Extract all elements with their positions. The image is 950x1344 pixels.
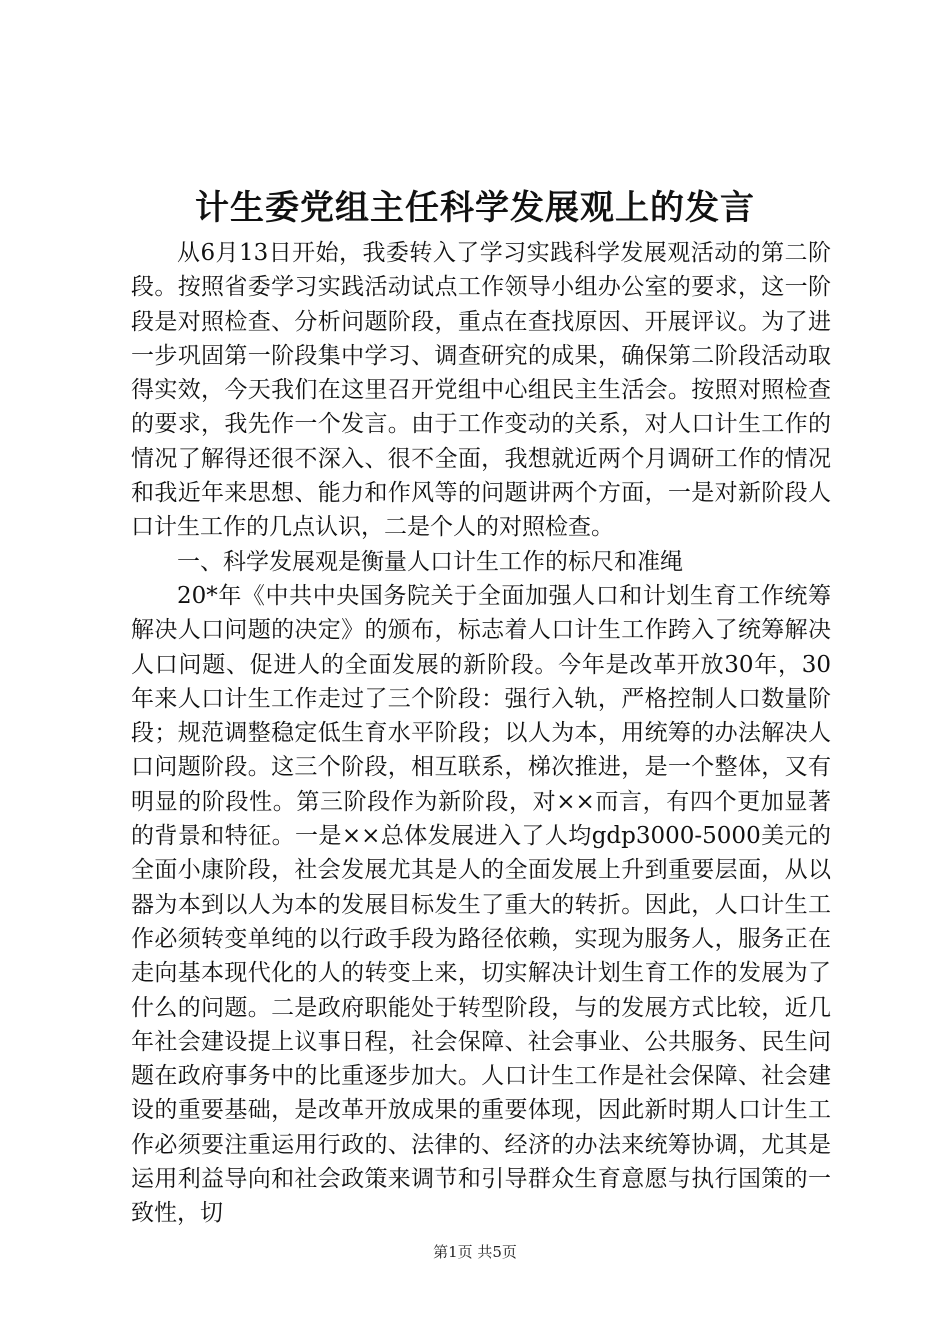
section-heading: 一、科学发展观是衡量人口计生工作的标尺和准绳	[177, 548, 683, 575]
page-footer: 第1页 共5页	[433, 1243, 517, 1261]
document-body	[131, 236, 831, 1231]
paragraph-section-one: 20*年《中共中央国务院关于全面加强人口和计划生育工作统筹解决人口问题的决定》的颁布，标志着人口计生工作跨入了统筹解决人口问题、促进人的全面发展的新阶段。今年是改革开放30年，30年来人口计生工作走过了三个阶段：强行入轨，严格控制人口数量阶段；规范调整稳定低生育水平阶段；以人为本，用统筹的办法解决人口问题阶段。这三个阶段，相互联系，梯次推进，是一个整体，又有明显的阶段性。第三阶段作为新阶段，对××而言，有四个更加显著的背景和特征。一是××总体发展进入了人均gdp3000-5000美元的全面小康阶段，社会发展尤其是人的全面发展上升到重要层面，从以器为本到以人为本的发展目标发生了重大的转折。因此，人口计生工作必须转变单纯的以行政手段为路径依赖，实现为服务人，服务正在走向基本现代化的人的转变上来，切实解决计划生育工作的发展为了什么的问题。二是政府职能处于转型阶段，与的发展方式比较，近几年社会建设提上议事日程，社会保障、社会事业、公共服务、民生问题在政府事务中的比重逐步加大。人口计生工作是社会保障、社会建设的重要基础，是改革开放成果的重要体现，因此新时期人口计生工作必须要注重运用行政的、法律的、经济的办法来统筹协调，尤其是运用利益导向和社会政策来调节和引导群众生育意愿与执行国策的一致性，切	[131, 582, 831, 1227]
document-title: 计生委党组主任科学发展观上的发言	[195, 188, 755, 228]
paragraph-intro: 从6月13日开始，我委转入了学习实践科学发展观活动的第二阶段。按照省委学习实践活动试点工作领导小组办公室的要求，这一阶段是对照检查、分析问题阶段，重点在查找原因、开展评议。为了进一步巩固第一阶段集中学习、调查研究的成果，确保第二阶段活动取得实效，今天我们在这里召开党组中心组民主生活会。按照对照检查的要求，我先作一个发言。由于工作变动的关系，对人口计生工作的情况了解得还很不深入、很不全面，我想就近两个月调研工作的情况和我近年来思想、能力和作风等的问题讲两个方面，一是对新阶段人口计生工作的几点认识，二是个人的对照检查。	[131, 240, 831, 541]
